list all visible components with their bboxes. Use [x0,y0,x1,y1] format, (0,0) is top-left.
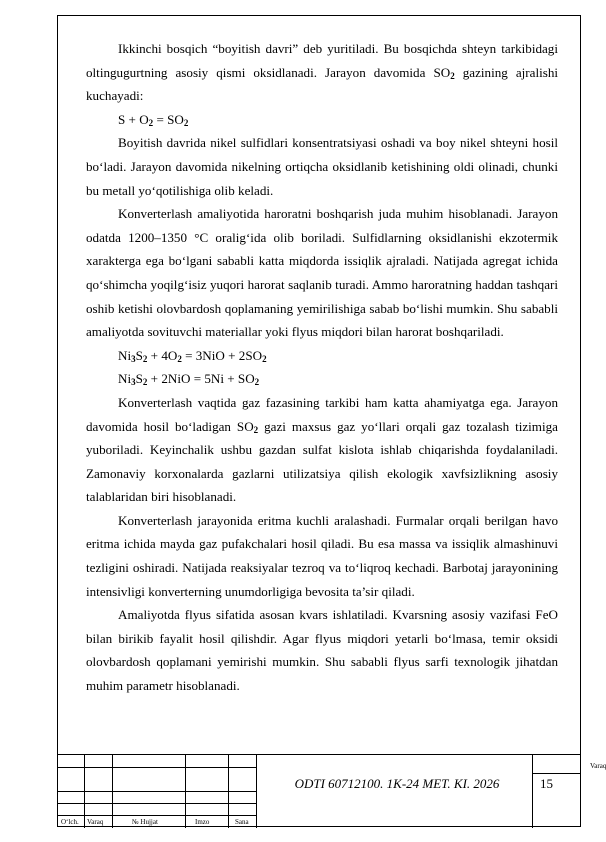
col-sana: Sana [235,818,249,826]
col-imzo: Imzo [195,818,210,826]
formula: $S + O_2 = SO_2$ [118,111,189,128]
col-hujjat: № Hujjat [132,818,158,826]
paragraph: Boyitish davrida nikel sulfidlari konsentratsiyasi oshadi va boy nikel shteyni hosil bo‘ladi. Jarayon davomida nikelning ortiqcha oksidlanib ketishining oldi olinadi, chunki bu metall yo‘qotilishiga olib keladi. [86,135,558,198]
formula: $Ni_3S_2 + 2NiO = 5Ni + SO_2$ [118,371,260,388]
formula: $Ni_3S_2 + 4O_2 = 3NiO + 2SO_2$ [118,347,267,364]
document-body [86,37,558,698]
col-olch: O‘lch. [61,818,79,826]
col-varaq: Varaq [87,818,104,826]
document-code: ODTI 60712100. 1K-24 MET. KI. 2026 [294,776,500,791]
paragraph: Amaliyotda flyus sifatida asosan kvars ishlatiladi. Kvarsning asosiy vazifasi FeO bilan birikib fayalit hosil qilishdir. Agar flyus miqdori yetarli bo‘lmasa, temir oksidi olovbardosh qoplamani yemirishi mumkin. Shu sababli flyus sarfi texnologik jihatdan muhim parametr hisoblanadi. [86,607,558,694]
page-number: 15 [540,776,553,791]
paragraph: Konverterlash vaqtida gaz fazasining tarkibi ham katta ahamiyatga ega. Jarayon davomida hosil bo‘ladigan $SO_2$ gazi maxsus gaz yo‘llari orqali gaz tozalash tizimiga yuboriladi. Keyinchalik ushbu gazdan sulfat kislota ishlab chiqarishda foydalaniladi. Zamonaviy korxonalarda gazlarni utilizatsiya qilish ekologik xavfsizlikning asosiy talablaridan biri hisoblanadi. [86,394,558,505]
paragraph: Konverterlash jarayonida eritma kuchli aralashadi. Furmalar orqali berilgan havo eritma ichida mayda gaz pufakchalari hosil qiladi. Bu esa massa va issiqlik almashinuvi tezligini oshiradi. Natijada reaksiyalar tezroq va to‘liqroq kechadi. Barbotaj jarayonining intensivligi konverterning unumdorligiga bevosita ta’sir qiladi. [86,512,558,599]
title-block [57,754,606,828]
varaq-label: Varaq [590,762,606,770]
paragraph: Konverterlash amaliyotida haroratni boshqarish juda muhim hisoblanadi. Jarayon odatda 1200–1350 °C oralig‘ida olib boriladi. Sulfidlarning oksidlanishi ekzotermik xarakterga ega bo‘lgani sababli katta miqdorda issiqlik ajraladi. Natijada agregat ichida qo‘shimcha yoqilg‘isiz yuqori harorat saqlanib turadi. Ammo haroratning haddan tashqari oshib ketishi olovbardosh qoplamaning yemirilishiga sabab bo‘lishi mumkin. Shu sababli amaliyotda sovituvchi materiallar yoki flyus miqdori bilan harorat boshqariladi. [86,206,558,340]
paragraph: Ikkinchi bosqich “boyitish davri” deb yuritiladi. Bu bosqichda shteyn tarkibidagi oltingugurtning asosiy qismi oksidlanadi. Jarayon davomida $SO_2$ gazining ajralishi kuchayadi: [86,41,558,104]
